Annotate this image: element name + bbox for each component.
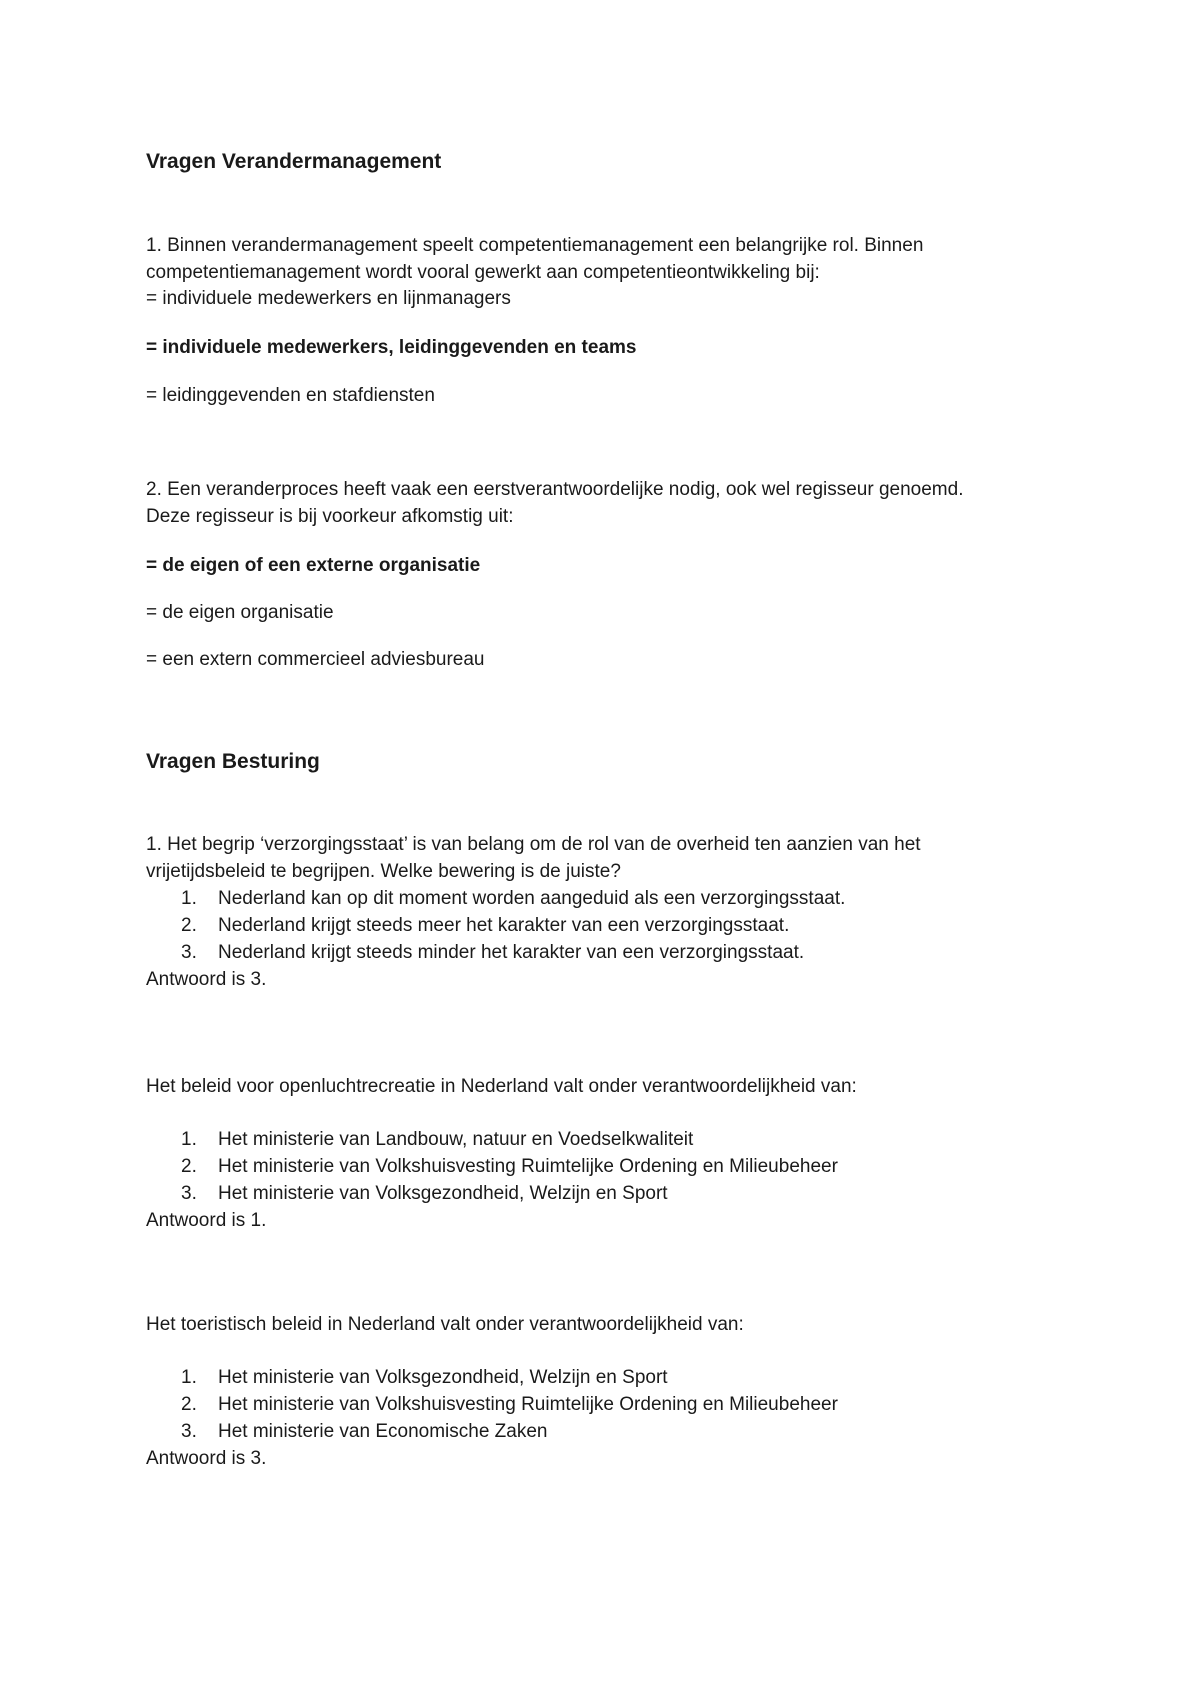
question-text: competentiemanagement wordt vooral gewerkt aan competentieontwikkeling bij:	[146, 262, 820, 283]
question-text: vrijetijdsbeleid te begrijpen. Welke bewering is de juiste?	[146, 861, 621, 882]
list-item: Het ministerie van Landbouw, natuur en Voedselkwaliteit	[218, 1129, 694, 1150]
section-title-besturing: Vragen Besturing	[146, 750, 320, 773]
list-item: Nederland krijgt steeds minder het karakter van een verzorgingsstaat.	[218, 942, 805, 963]
answer-text: Antwoord is 1.	[146, 1210, 267, 1231]
list-item: Nederland krijgt steeds meer het karakter van een verzorgingsstaat.	[218, 915, 790, 936]
question-text: 2. Een veranderproces heeft vaak een eerstverantwoordelijke nodig, ook wel regisseur genoemd.	[146, 479, 964, 500]
list-number: 1.	[181, 1367, 197, 1388]
list-number: 2.	[181, 915, 197, 936]
question-text: 1. Het begrip ‘verzorgingsstaat’ is van belang om de rol van de overheid ten aanzien van het	[146, 834, 921, 855]
answer-option: = een extern commercieel adviesbureau	[146, 649, 485, 670]
section-title-verandermanagement: Vragen Verandermanagement	[146, 150, 442, 173]
list-item: Het ministerie van Volksgezondheid, Welzijn en Sport	[218, 1367, 668, 1388]
list-item: Het ministerie van Volksgezondheid, Welzijn en Sport	[218, 1183, 668, 1204]
answer-text: Antwoord is 3.	[146, 969, 267, 990]
answer-option: = individuele medewerkers en lijnmanagers	[146, 288, 511, 309]
question-text: Het toeristisch beleid in Nederland valt onder verantwoordelijkheid van:	[146, 1314, 744, 1335]
list-number: 2.	[181, 1394, 197, 1415]
question-text: 1. Binnen verandermanagement speelt competentiemanagement een belangrijke rol. Binnen	[146, 235, 924, 256]
question-text: Deze regisseur is bij voorkeur afkomstig uit:	[146, 506, 514, 527]
list-item: Nederland kan op dit moment worden aangeduid als een verzorgingsstaat.	[218, 888, 846, 909]
list-number: 3.	[181, 1183, 197, 1204]
answer-option-correct: = individuele medewerkers, leidinggevenden en teams	[146, 337, 637, 358]
answer-text: Antwoord is 3.	[146, 1448, 267, 1469]
list-number: 1.	[181, 888, 197, 909]
question-text: Het beleid voor openluchtrecreatie in Nederland valt onder verantwoordelijkheid van:	[146, 1076, 857, 1097]
list-number: 3.	[181, 1421, 197, 1442]
answer-option-correct: = de eigen of een externe organisatie	[146, 555, 481, 576]
list-item: Het ministerie van Volkshuisvesting Ruimtelijke Ordening en Milieubeheer	[218, 1394, 838, 1415]
answer-option: = de eigen organisatie	[146, 602, 334, 623]
list-number: 2.	[181, 1156, 197, 1177]
list-item: Het ministerie van Volkshuisvesting Ruimtelijke Ordening en Milieubeheer	[218, 1156, 838, 1177]
answer-option: = leidinggevenden en stafdiensten	[146, 385, 435, 406]
list-number: 1.	[181, 1129, 197, 1150]
list-number: 3.	[181, 942, 197, 963]
list-item: Het ministerie van Economische Zaken	[218, 1421, 548, 1442]
